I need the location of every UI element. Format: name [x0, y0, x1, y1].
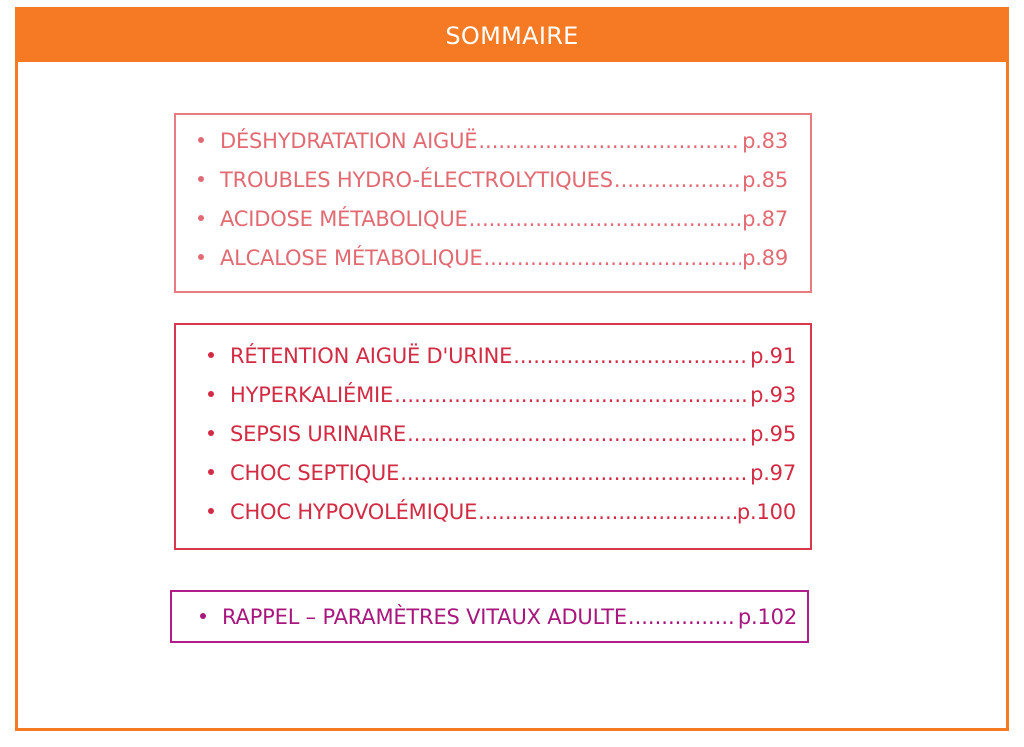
- toc-entry-page: p.95: [750, 422, 796, 446]
- dot-leader: [483, 246, 741, 270]
- bullet-icon: [208, 391, 214, 397]
- dot-leader: [628, 605, 737, 629]
- toc-entry-title: CHOC HYPOVOLÉMIQUE: [230, 500, 478, 524]
- bullet-icon: [198, 254, 204, 260]
- toc-list-1: [176, 115, 810, 285]
- toc-entry-title: SEPSIS URINAIRE: [230, 422, 407, 446]
- bullet-icon: [208, 508, 214, 514]
- toc-entry-page: p.102: [737, 605, 797, 629]
- bullet-icon: [198, 137, 204, 143]
- toc-group-2: [174, 323, 812, 550]
- toc-entry-choc-hypovolemique[interactable]: [208, 500, 796, 539]
- toc-entry-title: RÉTENTION AIGUË D'URINE: [230, 344, 513, 368]
- toc-entry-title: TROUBLES HYDRO-ÉLECTROLYTIQUES: [220, 168, 613, 192]
- toc-list-2: [176, 325, 810, 539]
- dot-leader: [407, 422, 749, 446]
- toc-entry-title: DÉSHYDRATATION AIGUË: [220, 129, 478, 153]
- summary-title: SOMMAIRE: [445, 22, 579, 50]
- toc-entry-rappel[interactable]: [200, 605, 797, 631]
- toc-entry-title: RAPPEL – PARAMÈTRES VITAUX ADULTE: [222, 605, 627, 629]
- dot-leader: [478, 500, 736, 524]
- toc-entry-page: p.97: [750, 461, 796, 485]
- toc-entry-title: HYPERKALIÉMIE: [230, 383, 394, 407]
- bullet-icon: [198, 176, 204, 182]
- toc-list-3: [172, 592, 807, 631]
- toc-entry-page: p.85: [742, 168, 788, 192]
- bullet-icon: [208, 469, 214, 475]
- dot-leader: [400, 461, 749, 485]
- dot-leader: [513, 344, 749, 368]
- toc-group-1: [174, 113, 812, 293]
- dot-leader: [394, 383, 749, 407]
- toc-entry-title: CHOC SEPTIQUE: [230, 461, 400, 485]
- toc-entry-page: p.100: [736, 500, 796, 524]
- bullet-icon: [200, 613, 206, 619]
- toc-entry-page: p.91: [750, 344, 796, 368]
- toc-entry-page: p.83: [742, 129, 788, 153]
- toc-entry-troubles[interactable]: [198, 168, 788, 207]
- toc-entry-hyperkaliemie[interactable]: [208, 383, 796, 422]
- bullet-icon: [208, 352, 214, 358]
- toc-entry-deshydratation[interactable]: [198, 129, 788, 168]
- toc-entry-choc-septique[interactable]: [208, 461, 796, 500]
- toc-group-3: [170, 590, 809, 643]
- toc-entry-acidose[interactable]: [198, 207, 788, 246]
- bullet-icon: [208, 430, 214, 436]
- dot-leader: [469, 207, 741, 231]
- toc-entry-title: ACIDOSE MÉTABOLIQUE: [220, 207, 468, 231]
- toc-entry-page: p.93: [750, 383, 796, 407]
- toc-entry-page: p.87: [742, 207, 788, 231]
- toc-entry-title: ALCALOSE MÉTABOLIQUE: [220, 246, 483, 270]
- summary-header: [18, 10, 1006, 62]
- dot-leader: [478, 129, 741, 153]
- toc-entry-sepsis[interactable]: [208, 422, 796, 461]
- toc-entry-page: p.89: [742, 246, 788, 270]
- toc-entry-alcalose[interactable]: [198, 246, 788, 285]
- bullet-icon: [198, 215, 204, 221]
- toc-entry-retention[interactable]: [208, 344, 796, 383]
- dot-leader: [614, 168, 741, 192]
